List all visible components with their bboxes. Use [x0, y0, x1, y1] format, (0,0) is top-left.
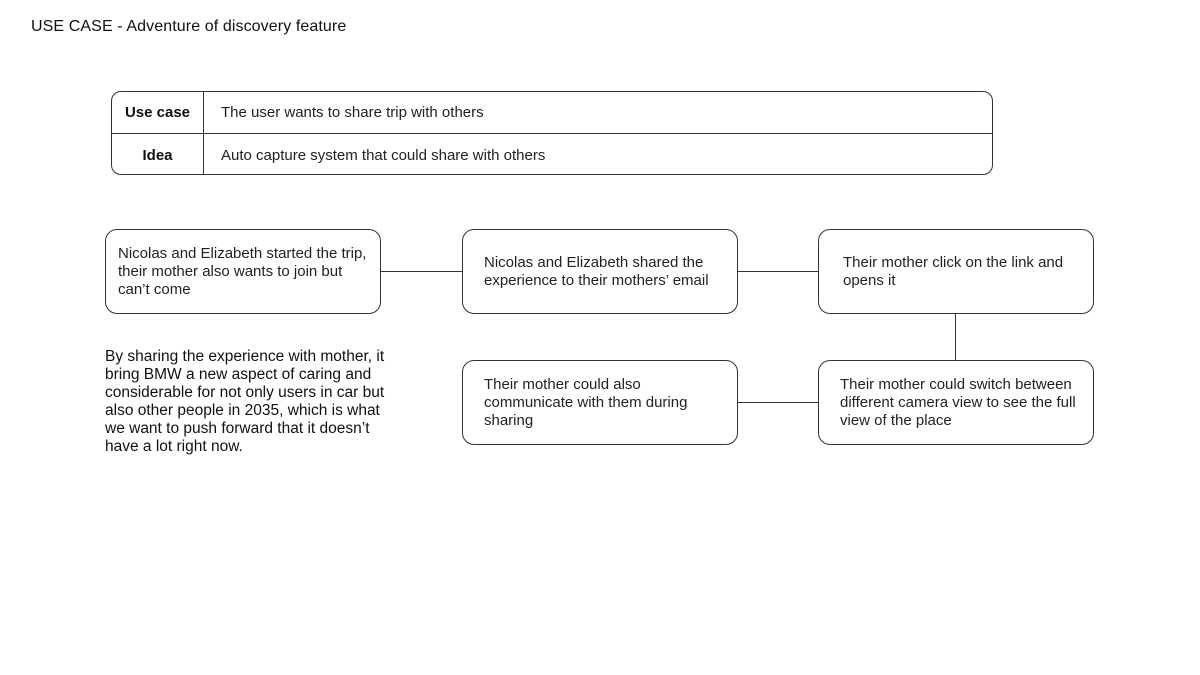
connector-step3-step4: [955, 314, 956, 360]
flow-step-communicate: [462, 360, 738, 445]
flow-step-trip-started: [105, 229, 381, 314]
connector-step1-step2: [381, 271, 462, 272]
use-case-label: Use case: [112, 92, 204, 133]
flow-step-text: Nicolas and Elizabeth started the trip, their mother also wants to join but can’t come: [118, 244, 367, 298]
idea-label: Idea: [112, 134, 204, 175]
flow-step-text: Their mother click on the link and opens it: [843, 253, 1064, 289]
connector-step2-step3: [738, 271, 818, 272]
idea-value: Auto capture system that could share with others: [221, 146, 546, 164]
page-title: USE CASE - Adventure of discovery feature: [31, 18, 347, 35]
use-case-value: The user wants to share trip with others: [221, 104, 484, 121]
use-case-table: [111, 91, 993, 175]
flow-step-opens-link: [818, 229, 1094, 314]
flow-step-shared-email: [462, 229, 738, 314]
flow-step-text: Their mother could switch between different camera view to see the full view of the place: [840, 375, 1076, 429]
use-case-row: [112, 92, 992, 134]
idea-row: [112, 134, 992, 175]
insight-note: By sharing the experience with mother, it bring BMW a new aspect of caring and considerable for not only users in car but also other people in 2035, which is what we want to push forward that it doesn’t have a lot right now.: [105, 348, 385, 455]
connector-step4-step5: [738, 402, 818, 403]
flow-step-text: Their mother could also communicate with them during sharing: [484, 375, 688, 429]
flow-step-switch-camera: [818, 360, 1094, 445]
flow-step-text: Nicolas and Elizabeth shared the experience to their mothers’ email: [484, 253, 709, 289]
